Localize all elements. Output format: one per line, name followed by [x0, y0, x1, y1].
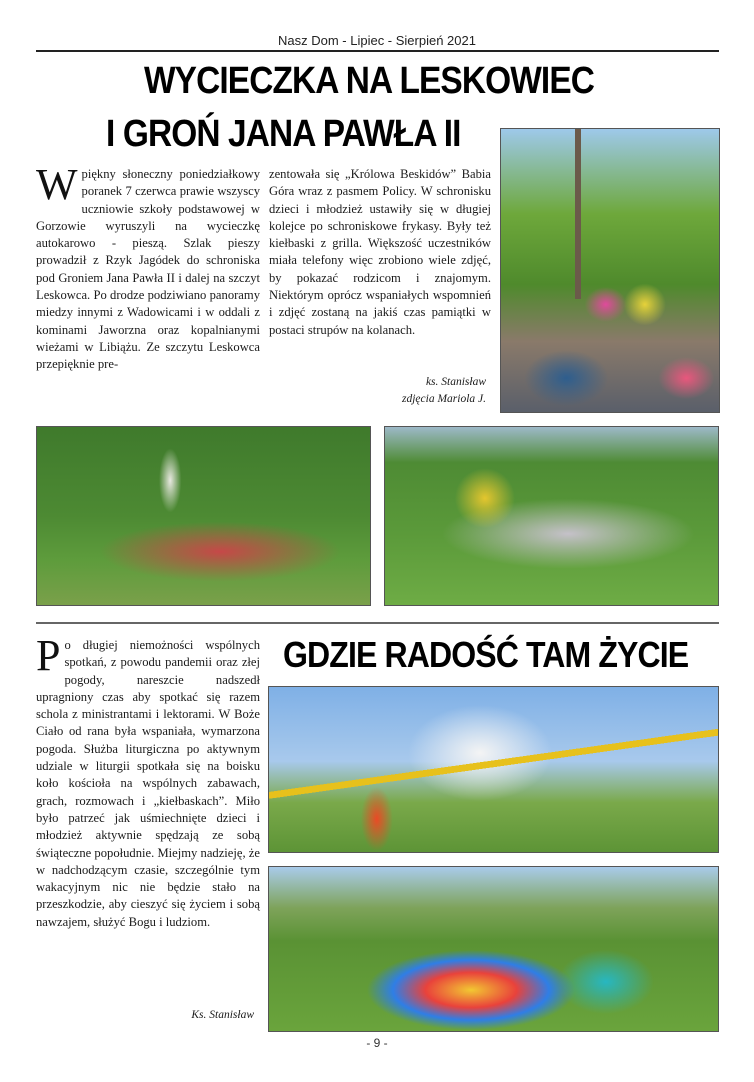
photo-parachute-game — [268, 866, 719, 1032]
article1-signature-block — [300, 374, 486, 408]
article2-column — [36, 631, 260, 931]
photo-volleyball-court — [268, 686, 719, 853]
page-number: - 9 - — [366, 1036, 388, 1050]
running-head: Nasz Dom - Lipiec - Sierpień 2021 — [278, 33, 476, 48]
article1-signature: ks. Stanisław — [425, 376, 486, 388]
article1-column2 — [269, 166, 491, 339]
article1-photo-credit: zdjęcia Mariola J. — [402, 393, 486, 405]
header-rule — [36, 50, 719, 52]
dropcap: W — [36, 160, 78, 209]
article2-signature: Ks. Stanisław — [191, 1009, 254, 1021]
article2-text: o długiej niemożności wspólnych spotkań, z powodu pandemii oraz złej pogody, nareszcie nadszedł upragniony czas aby spotkać się razem schola z ministrantami i lektorami. W Boże Ciało od rana była wspaniała, wymarzona pogoda. Służba liturgiczna po aktywnym udziale w liturgii spotkała się na boisku koło kościoła na wspólnych zabawach, grach, rozmowach i „kiełbaskach”. Miło było patrzeć jak uśmiechnięte dzieci i młodzież aktywnie spędzają ze sobą świąteczne popołudnie. Miejmy nadzieję, że w nadchodzącym czasie, szczególnie tym wakacyjnym nic nie będzie stało na przeszkodzie, aby cieszyć się życiem i sobą nawzajem, służyć Bogu i ludziom. — [36, 638, 260, 929]
article1-column1 — [36, 160, 260, 374]
photo-signpost-group — [500, 128, 720, 413]
dropcap: P — [36, 631, 61, 680]
photo-meadow-group — [384, 426, 719, 606]
photo-statue-group — [36, 426, 371, 606]
article1-title-line2: I GROŃ JANA PAWŁA II — [106, 113, 461, 155]
article2-title: GDZIE RADOŚĆ TAM ŻYCIE — [283, 634, 689, 675]
signpost — [575, 129, 581, 299]
article1-text-part1: piękny słoneczny poniedziałkowy poranek 7 czerwca prawie wszyscy uczniowie szkoły podstawowej w Gorzowie wyruszyli na wycieczkę autokarowo - pieszą. Szlak pieszy prowadził z Rzyk Jagódek do schroniska pod Groniem Jana Pawła II i dalej na szczyt Leskowca. Po drodze podziwiano panoramy miedzy innymi z Wadowicami i w oddali z kominami Jaworzna oraz kopalnianymi wieżami w Libiążu. Ze szczytu Leskowca przepięknie pre- — [36, 167, 260, 372]
section-divider — [36, 622, 719, 624]
article1-title-line1: WYCIECZKA NA LESKOWIEC — [144, 60, 595, 102]
article1-text-part2: zentowała się „Królowa Beskidów” Babia Góra wraz z pasmem Policy. W schronisku dzieci i młodzież ustawiły się w długiej kolejce po schroniskowe frykasy. Były też kiełbaski z grilla. Większość uczestników miała telefony więc zrobiono wiele zdjęć, by pokazać rodzicom i znajomym. Niektórym oprócz wspaniałych wspomnień i zdjęć zostaną na jakiś czas pamiątki w postaci strupów na kolanach. — [269, 167, 491, 337]
